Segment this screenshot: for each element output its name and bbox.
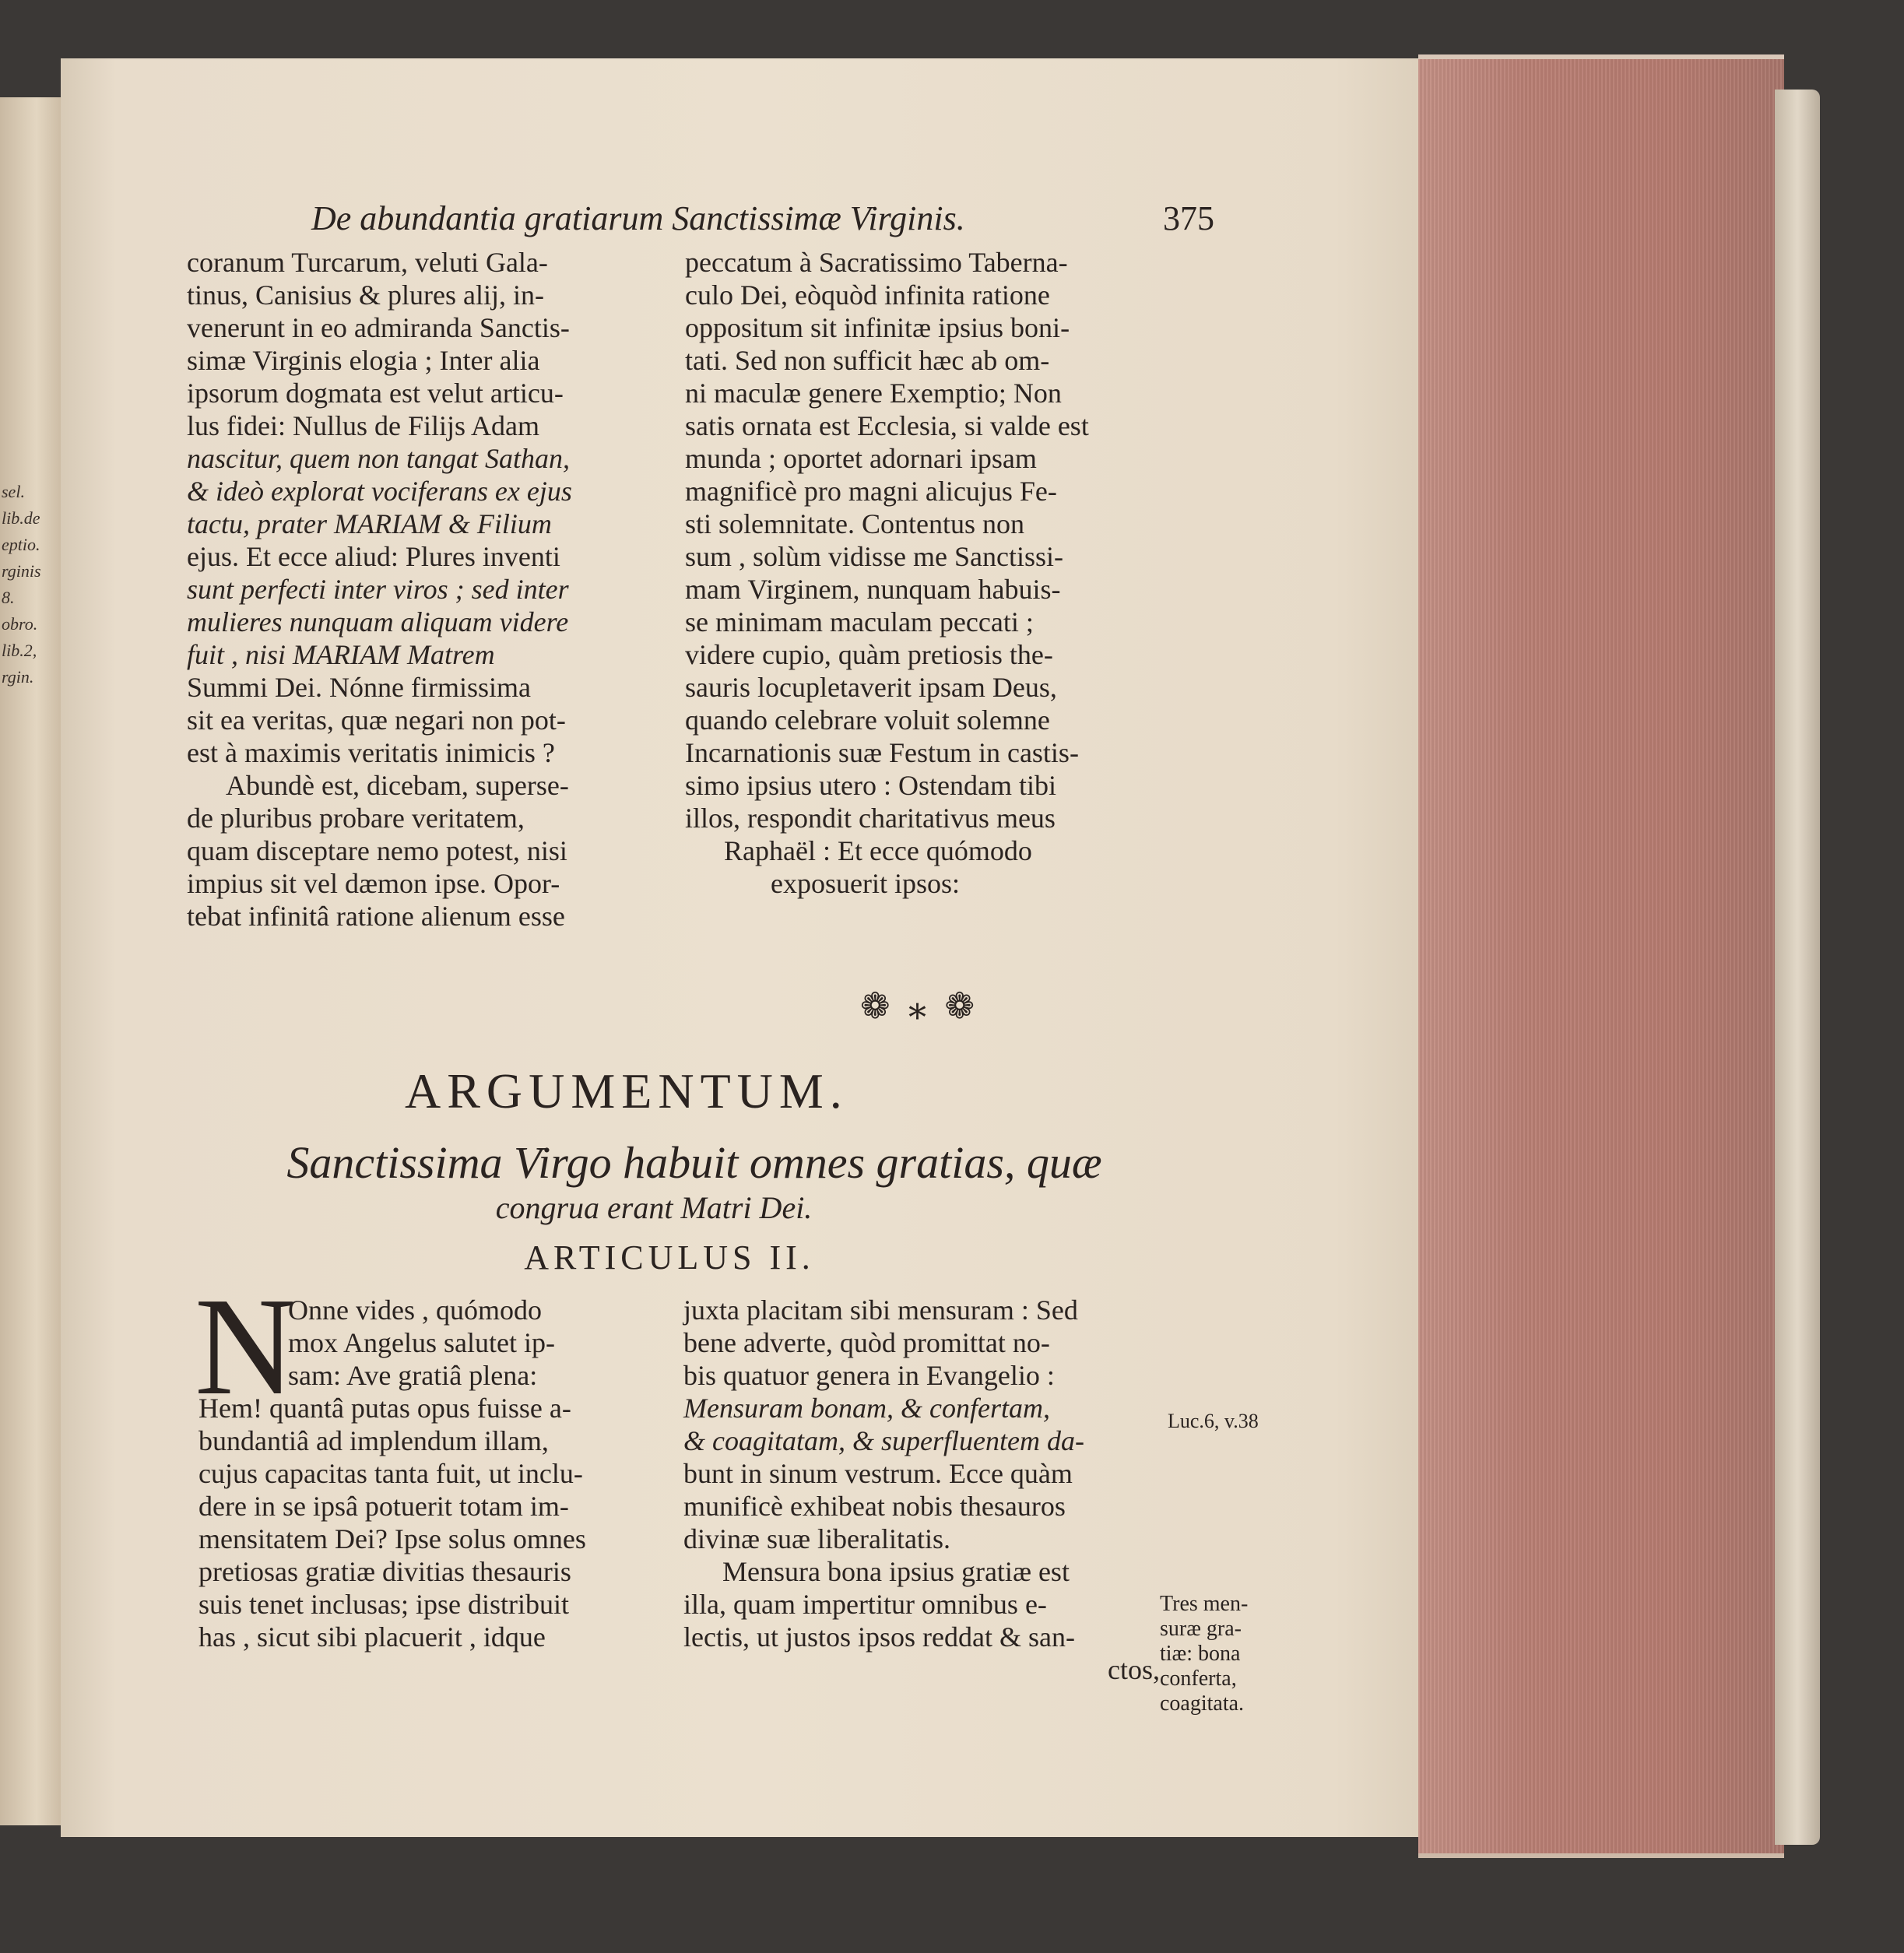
- text-line: sam: Ave gratiâ plena:: [288, 1360, 538, 1391]
- text-line: & ideò explorat vociferans ex ejus: [187, 476, 572, 507]
- text-line: exposuerit ipsos:: [771, 868, 960, 899]
- text-line: bis quatuor genera in Evangelio :: [683, 1360, 1055, 1391]
- previous-page-margin-notes: [2, 479, 56, 690]
- text-line: lus fidei: Nullus de Filijs Adam: [187, 410, 540, 441]
- margin-note-line: suræ gra-: [1160, 1617, 1242, 1641]
- margin-note-reference: Luc.6, v.38: [1168, 1410, 1259, 1432]
- margin-fragment: obro.: [2, 614, 38, 634]
- bottom-left-column: [198, 1294, 650, 1653]
- text-line: ipsorum dogmata est velut articu-: [187, 378, 564, 409]
- text-line: impius sit vel dæmon ipse. Opor-: [187, 868, 560, 899]
- text-line: culo Dei, eòquòd infinita ratione: [685, 279, 1050, 311]
- text-line: se minimam maculam peccati ;: [685, 606, 1034, 638]
- text-line: mam Virginem, nunquam habuis-: [685, 574, 1061, 605]
- section-subtitle: Sanctissima Virgo habuit omnes gratias, quæ: [286, 1137, 1102, 1188]
- text-line: sti solemnitate. Contentus non: [685, 508, 1024, 539]
- text-line: sunt perfecti inter viros ; sed inter: [187, 574, 569, 605]
- text-line: ejus. Et ecce aliud: Plures inventi: [187, 541, 560, 572]
- text-line: munificè exhibeat nobis thesauros: [683, 1491, 1066, 1522]
- text-line: de pluribus probare veritatem,: [187, 803, 525, 834]
- text-line: venerunt in eo admiranda Sanctis-: [187, 312, 570, 343]
- text-line: illa, quam impertitur omnibus e-: [683, 1589, 1047, 1620]
- page-edges: [1418, 54, 1784, 1858]
- page-number: 375: [1163, 199, 1214, 237]
- text-line: quando celebrare voluit solemne: [685, 704, 1050, 736]
- text-line: peccatum à Sacratissimo Taberna-: [685, 247, 1068, 278]
- margin-note-line: conferta,: [1160, 1667, 1237, 1691]
- text-line: sauris locupletaverit ipsam Deus,: [685, 672, 1057, 703]
- text-line: coranum Turcarum, veluti Gala-: [187, 247, 548, 278]
- drop-capital: N: [195, 1269, 296, 1424]
- margin-fragment: lib.2,: [2, 641, 37, 660]
- book-cover: [1775, 90, 1820, 1845]
- previous-page-edge: [0, 97, 62, 1825]
- text-line: Onne vides , quómodo: [288, 1294, 542, 1326]
- text-line: simæ Virginis elogia ; Inter alia: [187, 345, 540, 376]
- top-left-column: [187, 246, 646, 933]
- margin-note-line: tiæ: bona: [1160, 1642, 1241, 1666]
- text-line: divinæ suæ liberalitatis.: [683, 1523, 950, 1554]
- text-line: quam disceptare nemo potest, nisi: [187, 835, 567, 866]
- margin-note-line: Tres men-: [1160, 1592, 1249, 1616]
- margin-fragment: sel.: [2, 482, 25, 501]
- text-line: pretiosas gratiæ divitias thesauris: [198, 1556, 571, 1587]
- text-line: suis tenet inclusas; ipse distribuit: [198, 1589, 569, 1620]
- text-line: bundantiâ ad implendum illam,: [198, 1425, 549, 1456]
- text-line: magnificè pro magni alicujus Fe-: [685, 476, 1057, 507]
- text-line: cujus capacitas tanta fuit, ut inclu-: [198, 1458, 583, 1489]
- text-line: sum , solùm vidisse me Sanctissi-: [685, 541, 1063, 572]
- text-line: mox Angelus salutet ip-: [288, 1327, 555, 1358]
- margin-fragment: rgin.: [2, 667, 34, 687]
- text-line: est à maximis veritatis inimicis ?: [187, 737, 555, 768]
- text-line: Hem! quantâ putas opus fuisse a-: [198, 1393, 571, 1424]
- text-line: Summi Dei. Nónne firmissima: [187, 672, 531, 703]
- margin-fragment: eptio.: [2, 535, 40, 554]
- text-line: tinus, Canisius & plures alij, in-: [187, 279, 544, 311]
- text-line: illos, respondit charitativus meus: [685, 803, 1056, 834]
- text-line: munda ; oportet adornari ipsam: [685, 443, 1037, 474]
- text-line: oppositum sit infinitæ ipsius boni-: [685, 312, 1070, 343]
- text-line: Raphaël : Et ecce quómodo: [724, 835, 1032, 866]
- margin-fragment: lib.de: [2, 508, 40, 528]
- text-line: tactu, prater MARIAM & Filium: [187, 508, 552, 539]
- bottom-right-column: [683, 1294, 1160, 1686]
- text-line: fuit , nisi MARIAM Matrem: [187, 639, 495, 670]
- margin-fragment: rginis: [2, 561, 41, 581]
- section-heading: ARGUMENTUM.: [405, 1063, 848, 1119]
- text-line: Mensura bona ipsius gratiæ est: [722, 1556, 1070, 1587]
- fleuron-ornament: ❁ ⁎ ❁: [860, 986, 980, 1026]
- text-line: sit ea veritas, quæ negari non pot-: [187, 704, 566, 736]
- text-line: tati. Sed non sufficit hæc ab om-: [685, 345, 1050, 376]
- text-line: videre cupio, quàm pretiosis the-: [685, 639, 1053, 670]
- text-line: mulieres nunquam aliquam videre: [187, 606, 569, 638]
- text-line: ni maculæ genere Exemptio; Non: [685, 378, 1062, 409]
- margin-note-line: coagitata.: [1160, 1691, 1245, 1716]
- running-title: De abundantia gratiarum Sanctissimæ Virginis.: [311, 199, 965, 237]
- text-line: nascitur, quem non tangat Sathan,: [187, 443, 570, 474]
- text-line: bunt in sinum vestrum. Ecce quàm: [683, 1458, 1073, 1489]
- running-header: [311, 198, 1214, 245]
- text-line: bene adverte, quòd promittat no-: [683, 1327, 1050, 1358]
- section-subtitle-continued: congrua erant Matri Dei.: [495, 1190, 813, 1225]
- text-line: simo ipsius utero : Ostendam tibi: [685, 770, 1056, 801]
- text-line: satis ornata est Ecclesia, si valde est: [685, 410, 1089, 441]
- text-line: dere in se ipsâ potuerit totam im-: [198, 1491, 569, 1522]
- text-line: juxta placitam sibi mensuram : Sed: [683, 1294, 1078, 1326]
- text-line: Abundè est, dicebam, superse-: [226, 770, 569, 801]
- text-line: mensitatem Dei? Ipse solus omnes: [198, 1523, 586, 1554]
- margin-note-summary: [1160, 1592, 1292, 1716]
- text-line: lectis, ut justos ipsos reddat & san-: [683, 1621, 1075, 1653]
- article-heading: ARTICULUS II.: [524, 1238, 815, 1277]
- text-line: has , sicut sibi placuerit , idque: [198, 1621, 546, 1653]
- text-line: Mensuram bonam, & confertam,: [683, 1393, 1050, 1424]
- text-line: & coagitatam, & superfluentem da-: [683, 1425, 1084, 1456]
- text-line: ctos,: [1108, 1654, 1160, 1685]
- margin-fragment: 8.: [2, 588, 15, 607]
- text-line: Incarnationis suæ Festum in castis-: [685, 737, 1079, 768]
- top-right-column: [685, 246, 1160, 900]
- text-line: tebat infinitâ ratione alienum esse: [187, 901, 565, 932]
